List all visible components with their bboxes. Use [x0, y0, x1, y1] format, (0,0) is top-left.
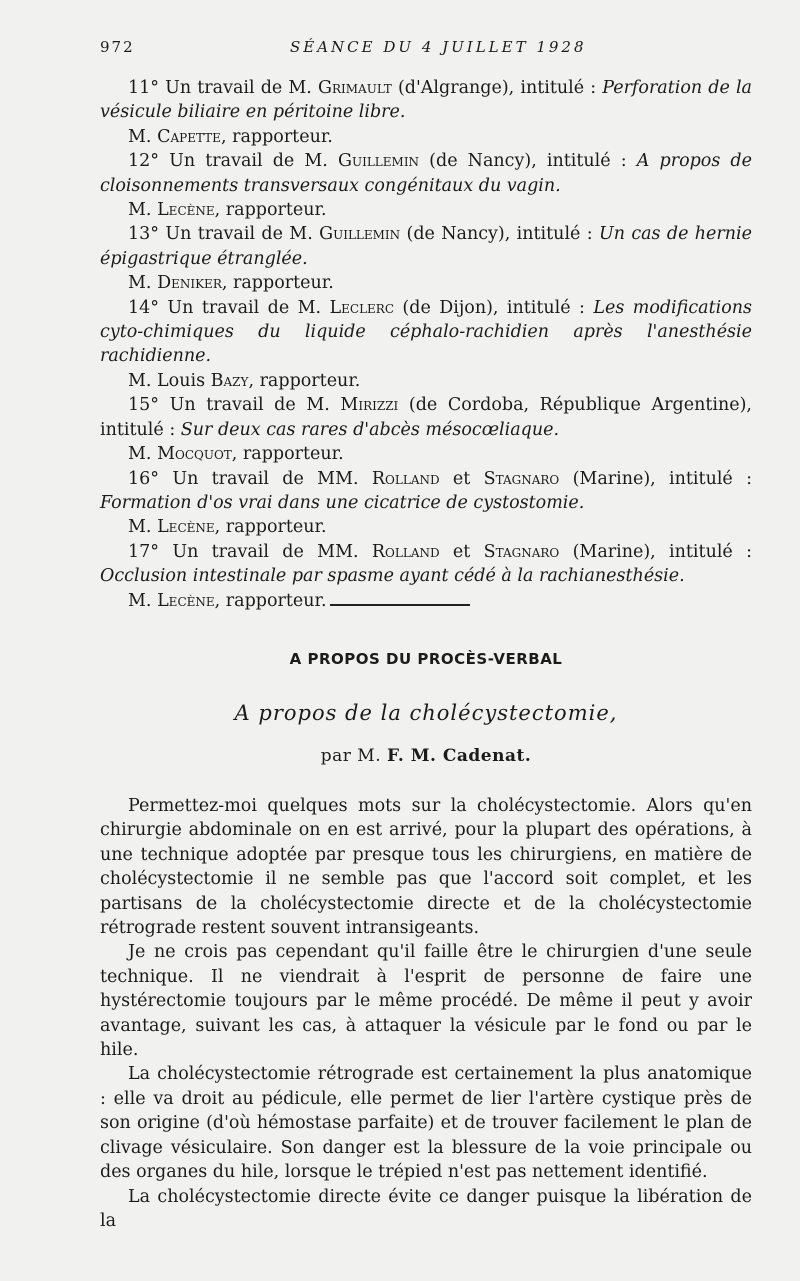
works-list	[100, 76, 752, 613]
rapporteur-line: M. Mocquot, rapporteur.	[128, 444, 344, 465]
list-item: 11° Un travail de M. Grimault (d'Algrange), intitulé : Perforation de la vésicule biliaire en péritoine libre.	[100, 78, 752, 123]
article-title: A propos de la cholécystectomie,	[234, 701, 618, 725]
header-title: SÉANCE DU 4 JUILLET 1928	[290, 38, 587, 56]
author-name: F. M. Cadenat.	[387, 746, 532, 766]
list-item: 12° Un travail de M. Guillemin (de Nancy), intitulé : A propos de cloisonnements transversaux congénitaux du vagin.	[100, 151, 752, 196]
list-item: 17° Un travail de MM. Rolland et Stagnaro (Marine), intitulé : Occlusion intestinale par spasme ayant cédé à la rachianesthésie.	[100, 541, 752, 587]
rapporteur-line: M. Deniker, rapporteur.	[128, 273, 334, 294]
section-heading: A PROPOS DU PROCÈS-VERBAL	[289, 650, 563, 668]
article-body	[100, 794, 752, 1233]
paragraph: La cholécystectomie rétrograde est certainement la plus anatomique : elle va droit au pédicule, elle permet de lier l'artère cystique près de son origine (d'où hémostase parfaite) et de trouver facilement le plan de clivage vésiculaire. Son danger est la blessure de la voie principale ou des organes du hile, lorsque le trépied n'est pas nettement identifié.	[100, 1064, 752, 1183]
paragraph: La cholécystectomie directe évite ce danger puisque la libération de la	[100, 1186, 752, 1231]
byline	[100, 746, 752, 766]
rapporteur-line: M. Lecène, rapporteur.	[128, 200, 327, 221]
section-divider	[330, 604, 470, 606]
running-header	[100, 38, 760, 62]
list-item: 13° Un travail de M. Guillemin (de Nancy), intitulé : Un cas de hernie épigastrique étranglée.	[100, 224, 752, 269]
paragraph: Je ne crois pas cependant qu'il faille être le chirurgien d'une seule technique. Il ne viendrait à l'esprit de personne de faire une hystérectomie toujours par le même procédé. De même il peut y avoir avantage, suivant les cas, à attaquer la vésicule par le fond ou par le hile.	[100, 942, 752, 1061]
list-item: 14° Un travail de M. Leclerc (de Dijon), intitulé : Les modifications cyto-chimiques du liquide céphalo-rachidien après l'anesthésie rachidienne.	[100, 297, 752, 367]
byline-prefix: par M.	[320, 746, 382, 766]
list-item: 15° Un travail de M. Mirizzi (de Cordoba, République Argentine), intitulé : Sur deux cas rares d'abcès mésocœliaque.	[100, 395, 752, 440]
rapporteur-line: M. Lecène, rapporteur.	[128, 517, 327, 538]
paragraph: Permettez-moi quelques mots sur la cholécystectomie. Alors qu'en chirurgie abdominale on en est arrivé, pour la plupart des opérations, à une technique adoptée par presque tous les chirurgiens, en matière de cholécystectomie il ne semble pas que l'accord soit complet, et les partisans de la cholécystectomie directe et de la cholécystectomie rétrograde restent souvent intransigeants.	[100, 796, 752, 939]
page-number: 972	[100, 38, 135, 56]
rapporteur-line: M. Lecène, rapporteur.	[128, 590, 327, 611]
list-item: 16° Un travail de MM. Rolland et Stagnaro (Marine), intitulé : Formation d'os vrai dans une cicatrice de cystostomie.	[100, 468, 752, 513]
rapporteur-line: M. Capette, rapporteur.	[128, 126, 333, 147]
rapporteur-line: M. Louis Bazy, rapporteur.	[128, 370, 361, 391]
